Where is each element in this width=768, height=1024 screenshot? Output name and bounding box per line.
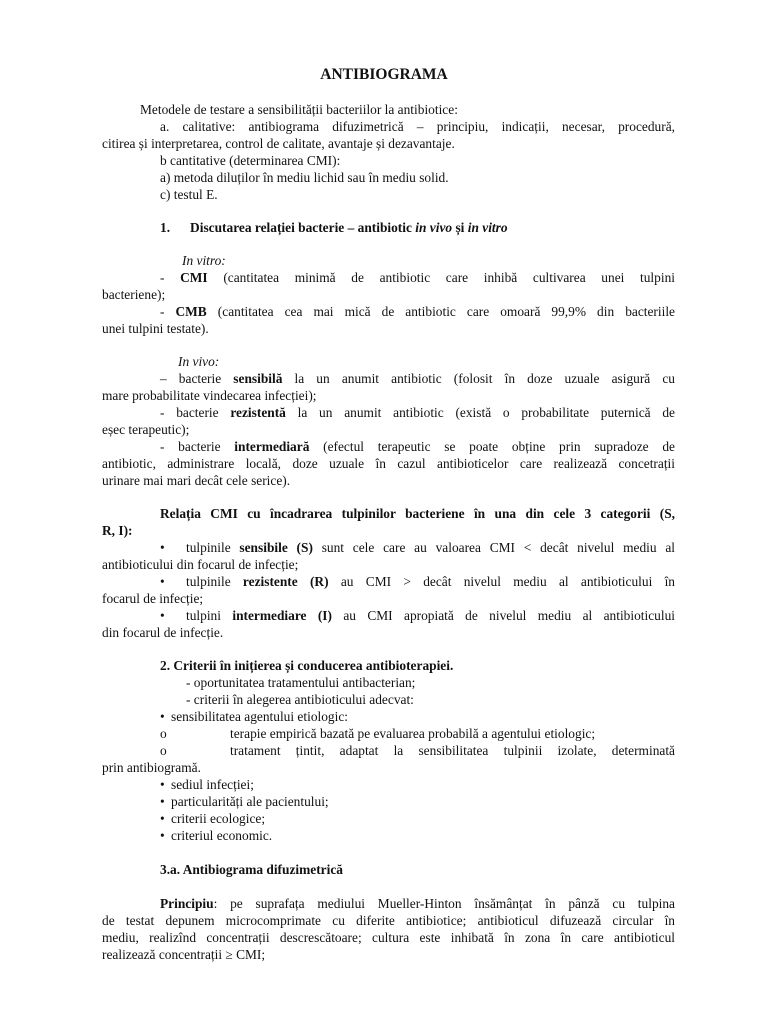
relatie-heading-line2: R, I): bbox=[102, 523, 133, 538]
bullet-icon bbox=[160, 574, 165, 590]
sec2-bullet3: particularități ale pacientului; bbox=[171, 794, 329, 809]
bullet-icon bbox=[160, 828, 165, 844]
intro-b-a: a) metoda diluților în mediu lichid sau în mediu solid. bbox=[160, 170, 449, 185]
intermediare-term: intermediare (I) bbox=[232, 608, 332, 623]
invitro-label: In vitro: bbox=[182, 253, 226, 268]
sec2-bullet5: criteriul economic. bbox=[171, 828, 273, 843]
sec3a-principiu-line3: mediu, realizînd concentrații descrescătoare; cultura este inhibată în zona în care antibioticul bbox=[102, 930, 675, 945]
invitro-cmb-line1: - CMB (cantitatea cea mai mică de antibiotic care omoară 99,9% din bacteriile bbox=[160, 304, 675, 319]
sec3a-principiu-line2: de testat depunem microcomprimate cu diferite antibiotice; antibioticul difuzează circular în bbox=[102, 913, 675, 928]
sec3a-heading: 3.a. Antibiograma difuzimetrică bbox=[160, 862, 343, 877]
sec2-sub1: terapie empirică bazată pe evaluarea probabilă a agentului etiologic; bbox=[230, 726, 596, 741]
bullet-icon bbox=[160, 777, 165, 793]
invitro-cmi-line1: - CMI (cantitatea minimă de antibiotic care inhibă cultivarea unei tulpini bbox=[160, 270, 675, 285]
sec2-bullet4: criterii ecologice; bbox=[171, 811, 266, 826]
sec2-sub2-line2: prin antibiogramă. bbox=[102, 760, 201, 775]
intro-b: b cantitative (determinarea CMI): bbox=[160, 153, 341, 168]
bullet-icon bbox=[160, 794, 165, 810]
invivo-r-line2: eșec terapeutic); bbox=[102, 422, 190, 437]
sec2-sub2-line1: tratament țintit, adaptat la sensibilitatea tulpinii izolate, determinată bbox=[230, 743, 675, 758]
principiu-term: Principiu bbox=[160, 896, 214, 911]
bullet-icon bbox=[160, 608, 165, 624]
sensibila-term: sensibilă bbox=[233, 371, 283, 386]
sec1-num: 1. bbox=[160, 220, 171, 235]
sec1-title-pre: Discutarea relației bacterie – antibiotic bbox=[190, 220, 416, 235]
bullet-icon bbox=[160, 709, 165, 725]
invivo-i-line1: - bacterie intermediară (efectul terapeutic se poate obține prin supradoze de bbox=[160, 439, 675, 454]
relatie-heading-line1: Relația CMI cu încadrarea tulpinilor bacteriene în una din cele 3 categorii (S, bbox=[160, 506, 675, 521]
sec2-heading: 2. Criterii în inițierea și conducerea antibioterapiei. bbox=[160, 658, 454, 673]
rezistenta-term: rezistentă bbox=[230, 405, 286, 420]
sec1-in-vitro: in vitro bbox=[467, 220, 508, 235]
sec2-bullet2: sediul infecției; bbox=[171, 777, 254, 792]
relatie-r-line2: focarul de infecție; bbox=[102, 591, 204, 606]
intro-a-line2: citirea și interpretarea, control de calitate, avantaje și dezavantaje. bbox=[102, 136, 455, 151]
circle-bullet-icon: o bbox=[160, 726, 167, 741]
invivo-r-line1: - bacterie rezistentă la un anumit antibiotic (există o probabilitate puternică de bbox=[160, 405, 675, 420]
invitro-cmb-line2: unei tulpini testate). bbox=[102, 321, 209, 336]
cmi-term: CMI bbox=[180, 270, 208, 285]
cmb-term: CMB bbox=[175, 304, 207, 319]
sensibile-term: sensibile (S) bbox=[239, 540, 313, 555]
relatie-i-line1: tulpini intermediare (I) au CMI apropiată de nivelul mediu al antibioticului bbox=[186, 608, 675, 623]
relatie-s-line2: antibioticului din focarul de infecție; bbox=[102, 557, 299, 572]
bullet-icon bbox=[160, 811, 165, 827]
invivo-label: In vivo: bbox=[178, 354, 220, 369]
intro-a-line1: a. calitative: antibiograma difuzimetrică – principiu, indicații, necesar, procedură, bbox=[160, 119, 675, 134]
invivo-i-line2: antibiotic, administrare locală, doze uzuale în cazul antibioticelor care realizează concetrații bbox=[102, 456, 675, 471]
relatie-i-line2: din focarul de infecție. bbox=[102, 625, 224, 640]
circle-bullet-icon: o bbox=[160, 743, 167, 758]
relatie-s-line1: tulpinile sensibile (S) sunt cele care au valoarea CMI < decât nivelul mediu al bbox=[186, 540, 676, 555]
sec2-bullet1: sensibilitatea agentului etiologic: bbox=[171, 709, 349, 724]
sec3a-principiu-line4: realizează concentrații ≥ CMI; bbox=[102, 947, 266, 962]
intermediara-term: intermediară bbox=[234, 439, 310, 454]
sec2-dash1: - oportunitatea tratamentului antibacterian; bbox=[186, 675, 416, 690]
bullet-icon bbox=[160, 540, 165, 556]
invivo-i-line3: urinare mai mari decât cele serice). bbox=[102, 473, 291, 488]
sec3a-principiu-line1: Principiu: pe suprafața mediului Mueller-Hinton însămânțat în pânză cu tulpina bbox=[160, 896, 675, 911]
sec2-dash2: - criterii în alegerea antibioticului adecvat: bbox=[186, 692, 414, 707]
sec1-si: și bbox=[452, 220, 468, 235]
invivo-s-line2: mare probabilitate vindecarea infecției); bbox=[102, 388, 317, 403]
sec1-in-vivo: in vivo bbox=[415, 220, 453, 235]
relatie-r-line1: tulpinile rezistente (R) au CMI > decât nivelul mediu al antibioticului în bbox=[186, 574, 675, 589]
sec1-heading bbox=[160, 220, 508, 236]
invivo-s-line1: – bacterie sensibilă la un anumit antibiotic (folosit în doze uzuale asigură cu bbox=[160, 371, 675, 386]
page-title: ANTIBIOGRAMA bbox=[320, 66, 448, 83]
intro-b-c: c) testul E. bbox=[160, 187, 218, 202]
rezistente-term: rezistente (R) bbox=[242, 574, 329, 589]
invitro-cmi-line2: bacteriene); bbox=[102, 287, 166, 302]
intro-heading: Metodele de testare a sensibilității bacteriilor la antibiotice: bbox=[140, 102, 458, 117]
